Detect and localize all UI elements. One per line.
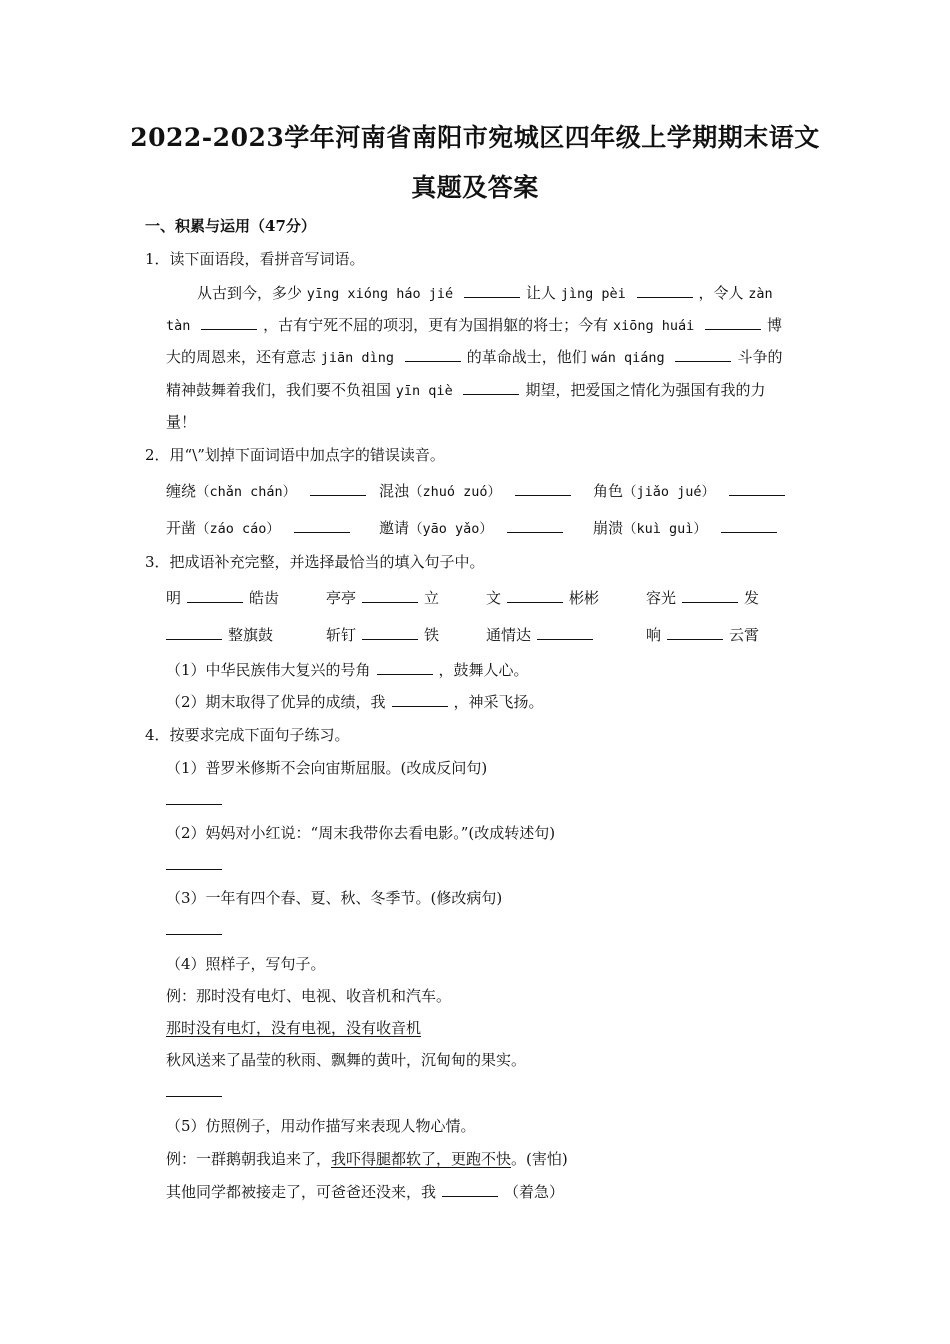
- q4-part3: （3）一年有四个春、夏、秋、冬季节。(修改病句): [166, 889, 503, 907]
- idiom-part: 云霄: [729, 626, 760, 644]
- q4-stem: 4．按要求完成下面句子练习。: [145, 726, 350, 744]
- q1-line4: [166, 380, 766, 401]
- idiom-part: 容光: [646, 589, 677, 607]
- idiom-part: 立: [424, 589, 440, 607]
- q4-part1-answer: [166, 790, 228, 810]
- q4-part4-task: 秋风送来了晶莹的秋雨、飘舞的黄叶，沉甸甸的果实。: [166, 1051, 527, 1069]
- answer-blank[interactable]: [166, 803, 222, 805]
- q1-line3: [166, 347, 782, 368]
- answer-blank[interactable]: [729, 494, 785, 496]
- idiom-item: [326, 588, 439, 608]
- answer-blank[interactable]: [464, 296, 520, 298]
- q1-pinyin: tàn: [166, 318, 191, 334]
- q3-text: （1）中华民族伟大复兴的号角: [166, 661, 371, 679]
- q1-text: ，古有宁死不屈的项羽，更有为国捐躯的将士；今有: [263, 316, 609, 334]
- q4-part2-answer: [166, 855, 228, 875]
- q1-pinyin: wán qiáng: [591, 350, 665, 366]
- idiom-part: 铁: [424, 626, 440, 644]
- q2-pinyin: （zhuó zuó）: [409, 484, 502, 500]
- q2-item: [379, 481, 577, 502]
- idiom-part: 明: [166, 589, 182, 607]
- q2-pinyin: （záo cáo）: [196, 521, 280, 537]
- answer-blank[interactable]: [442, 1195, 498, 1197]
- q2-pinyin: （jiǎo jué）: [623, 484, 716, 500]
- q1-stem: 1．读下面语段，看拼音写词语。: [145, 250, 365, 268]
- idiom-part: 皓齿: [249, 589, 280, 607]
- answer-blank[interactable]: [362, 601, 418, 603]
- q1-line5: 量！: [166, 413, 197, 431]
- answer-blank[interactable]: [362, 638, 418, 640]
- q1-text: 精神鼓舞着我们，我们要不负祖国: [166, 381, 392, 399]
- q3-sentence-1: [166, 660, 529, 680]
- q1-text: 期望，把爱国之情化为强国有我的力: [525, 381, 766, 399]
- idiom-item: [646, 588, 759, 608]
- idiom-part: 彬彬: [569, 589, 600, 607]
- q2-item: [593, 481, 791, 502]
- q3-text: （2）期末取得了优异的成绩，我: [166, 693, 386, 711]
- idiom-item: [486, 588, 599, 608]
- q2-word: 邀请: [379, 519, 410, 537]
- idiom-part: 文: [486, 589, 502, 607]
- q4-text: 例：一群鹅朝我追来了，: [166, 1150, 332, 1168]
- q1-pinyin: zàn: [748, 286, 773, 302]
- q4-part5-example: [166, 1149, 568, 1169]
- answer-blank[interactable]: [201, 328, 257, 330]
- idiom-part: 亭亭: [326, 589, 357, 607]
- answer-blank[interactable]: [675, 360, 731, 362]
- answer-blank[interactable]: [537, 638, 593, 640]
- q4-text: （着急）: [504, 1183, 565, 1201]
- q2-word: 开凿: [166, 519, 197, 537]
- q1-text: 的革命战士，他们: [466, 348, 587, 366]
- q4-text: 。(害怕): [511, 1150, 568, 1168]
- q1-text: 让人: [525, 284, 556, 302]
- q2-item: [166, 481, 372, 502]
- answer-blank[interactable]: [166, 638, 222, 640]
- q2-word: 混浊: [379, 482, 410, 500]
- q3-sentence-2: [166, 692, 544, 712]
- idiom-item: [486, 625, 599, 645]
- answer-blank[interactable]: [187, 601, 243, 603]
- q1-text: 博: [767, 316, 783, 334]
- q4-part4: （4）照样子，写句子。: [166, 955, 326, 973]
- doc-title-line1: 2022-2023学年河南省南阳市宛城区四年级上学期期末语文: [130, 123, 820, 152]
- q1-pinyin: yīng xióng háo jié: [306, 286, 454, 302]
- q4-part5: （5）仿照例子，用动作描写来表现人物心情。: [166, 1117, 476, 1135]
- q1-line2: [166, 315, 782, 336]
- q2-pinyin: （yāo yǎo）: [409, 521, 493, 537]
- answer-blank[interactable]: [667, 638, 723, 640]
- q4-part4-example: 例：那时没有电灯、电视、收音机和汽车。: [166, 987, 452, 1005]
- answer-blank[interactable]: [166, 1095, 222, 1097]
- q2-word: 崩溃: [593, 519, 624, 537]
- q4-part5-task: [166, 1182, 564, 1202]
- answer-blank[interactable]: [705, 328, 761, 330]
- answer-blank[interactable]: [515, 494, 571, 496]
- q4-part2: （2）妈妈对小红说：“周末我带你去看电影。”(改成转述句): [166, 824, 556, 842]
- doc-title-line2: 真题及答案: [411, 173, 539, 202]
- q1-text: 大的周恩来，还有意志: [166, 348, 317, 366]
- idiom-part: 通情达: [486, 626, 532, 644]
- answer-blank[interactable]: [310, 494, 366, 496]
- q2-item: [593, 518, 783, 539]
- idiom-part: 响: [646, 626, 662, 644]
- q4-text: 其他同学都被接走了，可爸爸还没来，我: [166, 1183, 437, 1201]
- q1-pinyin: yīn qiè: [395, 383, 453, 399]
- q3-text: ，神采飞扬。: [453, 693, 544, 711]
- idiom-item: [166, 588, 279, 608]
- section-heading: 一、积累与运用（47分）: [145, 217, 316, 235]
- answer-blank[interactable]: [507, 531, 563, 533]
- q1-text: 斗争的: [737, 348, 783, 366]
- answer-blank[interactable]: [405, 360, 461, 362]
- q4-underlined-text: 我吓得腿都软了，更跑不快: [331, 1150, 512, 1168]
- q2-word: 角色: [593, 482, 624, 500]
- q2-item: [379, 518, 569, 539]
- q4-part3-answer: [166, 920, 228, 940]
- idiom-part: 斩钉: [326, 626, 357, 644]
- idiom-part: 发: [744, 589, 760, 607]
- answer-blank[interactable]: [682, 601, 738, 603]
- answer-blank[interactable]: [721, 531, 777, 533]
- answer-blank[interactable]: [507, 601, 563, 603]
- idiom-item: [326, 625, 439, 645]
- q1-text: ，令人: [698, 284, 744, 302]
- q4-part4-model: 那时没有电灯，没有电视，没有收音机: [166, 1019, 422, 1037]
- idiom-part: 整旗鼓: [228, 626, 274, 644]
- answer-blank[interactable]: [463, 393, 519, 395]
- answer-blank[interactable]: [166, 933, 222, 935]
- q1-line1: [197, 283, 773, 304]
- q3-stem: 3．把成语补充完整，并选择最恰当的填入句子中。: [145, 553, 485, 571]
- answer-blank[interactable]: [637, 296, 693, 298]
- q2-pinyin: （kuì guì）: [623, 521, 707, 537]
- q4-part1: （1）普罗米修斯不会向宙斯屈服。(改成反问句): [166, 759, 488, 777]
- q1-pinyin: jìng pèi: [560, 286, 626, 302]
- q3-text: ，鼓舞人心。: [438, 661, 529, 679]
- answer-blank[interactable]: [392, 705, 448, 707]
- answer-blank[interactable]: [294, 531, 350, 533]
- q4-part4-answer: [166, 1082, 228, 1102]
- q1-pinyin: xiōng huái: [612, 318, 695, 334]
- q1-pinyin: jiān dìng: [320, 350, 394, 366]
- q1-text: 从古到今，多少: [197, 284, 303, 302]
- idiom-item: [166, 625, 273, 645]
- answer-blank[interactable]: [377, 673, 433, 675]
- answer-blank[interactable]: [166, 868, 222, 870]
- q2-word: 缠绕: [166, 482, 197, 500]
- q2-stem: 2．用“\”划掉下面词语中加点字的错误读音。: [145, 446, 445, 464]
- q2-item: [166, 518, 356, 539]
- idiom-item: [646, 625, 759, 645]
- q2-pinyin: （chǎn chán）: [196, 484, 297, 500]
